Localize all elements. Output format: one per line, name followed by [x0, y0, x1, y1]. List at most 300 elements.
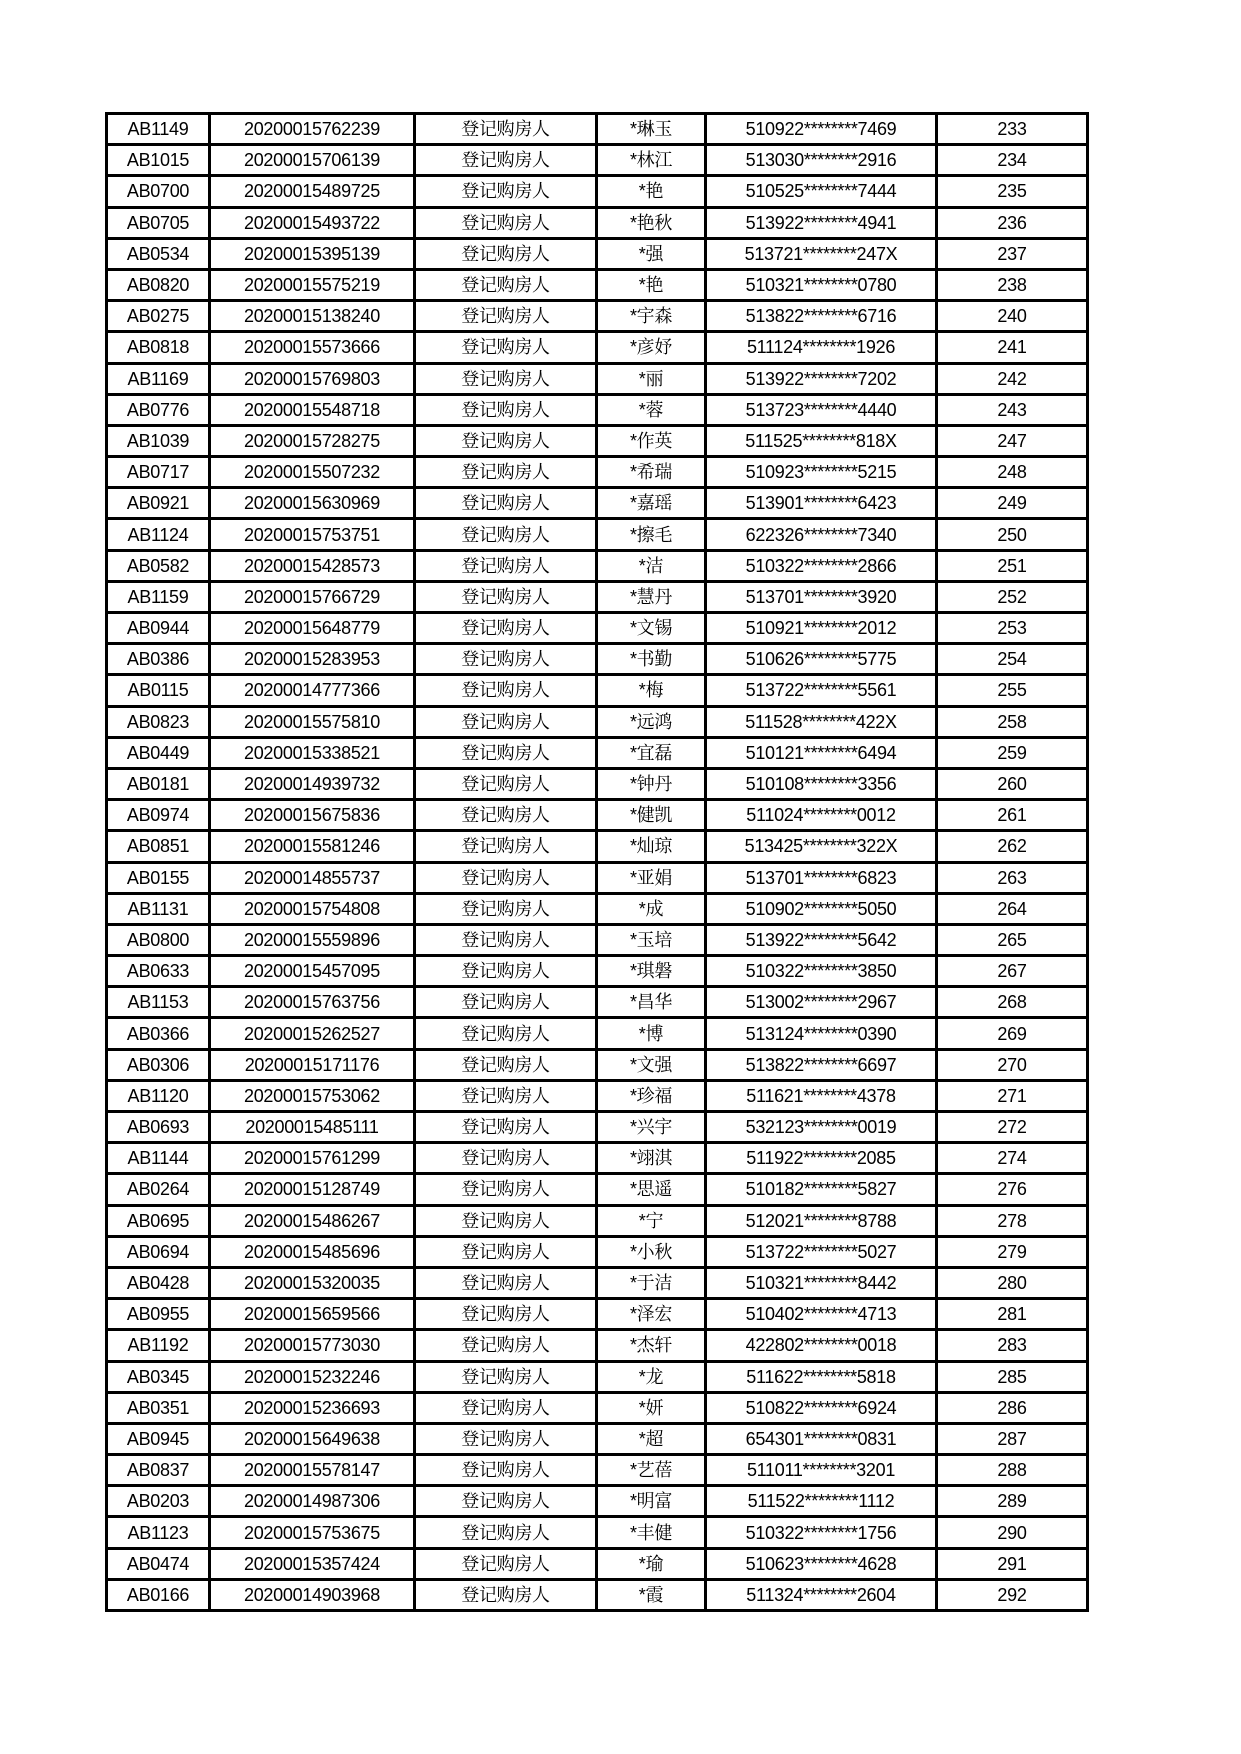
table-row — [107, 1517, 1088, 1548]
masked-name-cell: *妍 — [597, 1392, 706, 1423]
table-row — [107, 1080, 1088, 1111]
masked-name-cell: *灿琼 — [597, 831, 706, 862]
serial-number-cell: 20200015728275 — [210, 425, 415, 456]
masked-id-number-cell: 511922********2085 — [706, 1143, 937, 1174]
table-row — [107, 394, 1088, 425]
applicant-code-cell: AB1169 — [107, 363, 210, 394]
applicant-code-cell: AB0115 — [107, 675, 210, 706]
sequence-number-cell: 263 — [937, 862, 1088, 893]
registration-type-cell: 登记购房人 — [415, 176, 597, 207]
registration-type-cell: 登记购房人 — [415, 1361, 597, 1392]
table-row — [107, 207, 1088, 238]
table-row — [107, 425, 1088, 456]
applicant-code-cell: AB1120 — [107, 1080, 210, 1111]
masked-name-cell: *琳玉 — [597, 114, 706, 145]
sequence-number-cell: 247 — [937, 425, 1088, 456]
sequence-number-cell: 289 — [937, 1486, 1088, 1517]
table-row — [107, 675, 1088, 706]
applicant-code-cell: AB0264 — [107, 1174, 210, 1205]
masked-name-cell: *思遥 — [597, 1174, 706, 1205]
serial-number-cell: 20200015395139 — [210, 238, 415, 269]
registration-type-cell: 登记购房人 — [415, 1236, 597, 1267]
applicant-code-cell: AB1192 — [107, 1330, 210, 1361]
registration-type-cell: 登记购房人 — [415, 1299, 597, 1330]
table-row — [107, 301, 1088, 332]
serial-number-cell: 20200014855737 — [210, 862, 415, 893]
sequence-number-cell: 233 — [937, 114, 1088, 145]
serial-number-cell: 20200015706139 — [210, 145, 415, 176]
masked-id-number-cell: 510321********8442 — [706, 1267, 937, 1298]
serial-number-cell: 20200015507232 — [210, 457, 415, 488]
sequence-number-cell: 236 — [937, 207, 1088, 238]
sequence-number-cell: 238 — [937, 269, 1088, 300]
applicant-code-cell: AB0534 — [107, 238, 210, 269]
applicant-code-cell: AB0306 — [107, 1049, 210, 1080]
masked-name-cell: *昌华 — [597, 987, 706, 1018]
serial-number-cell: 20200015357424 — [210, 1548, 415, 1579]
applicant-code-cell: AB0166 — [107, 1579, 210, 1610]
registration-type-cell: 登记购房人 — [415, 831, 597, 862]
masked-id-number-cell: 510626********5775 — [706, 644, 937, 675]
masked-id-number-cell: 510921********2012 — [706, 613, 937, 644]
serial-number-cell: 20200015761299 — [210, 1143, 415, 1174]
sequence-number-cell: 288 — [937, 1455, 1088, 1486]
table-row — [107, 924, 1088, 955]
masked-id-number-cell: 510923********5215 — [706, 457, 937, 488]
table-row — [107, 1299, 1088, 1330]
registration-type-cell: 登记购房人 — [415, 1112, 597, 1143]
registration-type-cell: 登记购房人 — [415, 550, 597, 581]
masked-name-cell: *艳秋 — [597, 207, 706, 238]
serial-number-cell: 20200015320035 — [210, 1267, 415, 1298]
applicant-code-cell: AB0474 — [107, 1548, 210, 1579]
masked-id-number-cell: 510822********6924 — [706, 1392, 937, 1423]
registration-type-cell: 登记购房人 — [415, 893, 597, 924]
registration-type-cell: 登记购房人 — [415, 768, 597, 799]
table-row — [107, 457, 1088, 488]
masked-id-number-cell: 510321********0780 — [706, 269, 937, 300]
registration-type-cell: 登记购房人 — [415, 1392, 597, 1423]
applicant-code-cell: AB0275 — [107, 301, 210, 332]
serial-number-cell: 20200015493722 — [210, 207, 415, 238]
masked-name-cell: *书勤 — [597, 644, 706, 675]
sequence-number-cell: 254 — [937, 644, 1088, 675]
table-row — [107, 644, 1088, 675]
masked-name-cell: *梅 — [597, 675, 706, 706]
masked-id-number-cell: 513822********6716 — [706, 301, 937, 332]
table-row — [107, 1112, 1088, 1143]
serial-number-cell: 20200015559896 — [210, 924, 415, 955]
sequence-number-cell: 290 — [937, 1517, 1088, 1548]
sequence-number-cell: 271 — [937, 1080, 1088, 1111]
table-row — [107, 363, 1088, 394]
masked-id-number-cell: 510322********2866 — [706, 550, 937, 581]
table-row — [107, 613, 1088, 644]
serial-number-cell: 20200015763756 — [210, 987, 415, 1018]
table-row — [107, 269, 1088, 300]
serial-number-cell: 20200015236693 — [210, 1392, 415, 1423]
registration-type-cell: 登记购房人 — [415, 238, 597, 269]
applicant-code-cell: AB1159 — [107, 581, 210, 612]
masked-name-cell: *成 — [597, 893, 706, 924]
masked-name-cell: *丽 — [597, 363, 706, 394]
masked-name-cell: *博 — [597, 1018, 706, 1049]
registration-type-cell: 登记购房人 — [415, 737, 597, 768]
serial-number-cell: 20200015753675 — [210, 1517, 415, 1548]
table-row — [107, 581, 1088, 612]
sequence-number-cell: 240 — [937, 301, 1088, 332]
sequence-number-cell: 250 — [937, 519, 1088, 550]
registration-type-cell: 登记购房人 — [415, 1517, 597, 1548]
serial-number-cell: 20200015766729 — [210, 581, 415, 612]
masked-id-number-cell: 511011********3201 — [706, 1455, 937, 1486]
applicant-code-cell: AB0351 — [107, 1392, 210, 1423]
masked-id-number-cell: 513722********5027 — [706, 1236, 937, 1267]
masked-name-cell: *艳 — [597, 176, 706, 207]
sequence-number-cell: 270 — [937, 1049, 1088, 1080]
masked-name-cell: *超 — [597, 1423, 706, 1454]
applicant-code-cell: AB0694 — [107, 1236, 210, 1267]
registration-type-cell: 登记购房人 — [415, 987, 597, 1018]
sequence-number-cell: 243 — [937, 394, 1088, 425]
masked-id-number-cell: 513425********322X — [706, 831, 937, 862]
serial-number-cell: 20200015486267 — [210, 1205, 415, 1236]
table-row — [107, 238, 1088, 269]
sequence-number-cell: 279 — [937, 1236, 1088, 1267]
registration-type-cell: 登记购房人 — [415, 488, 597, 519]
table-row — [107, 956, 1088, 987]
registration-type-cell: 登记购房人 — [415, 706, 597, 737]
registration-type-cell: 登记购房人 — [415, 613, 597, 644]
sequence-number-cell: 261 — [937, 800, 1088, 831]
masked-name-cell: *亚娟 — [597, 862, 706, 893]
table-row — [107, 332, 1088, 363]
masked-id-number-cell: 513922********4941 — [706, 207, 937, 238]
applicant-code-cell: AB0955 — [107, 1299, 210, 1330]
masked-id-number-cell: 513822********6697 — [706, 1049, 937, 1080]
sequence-number-cell: 268 — [937, 987, 1088, 1018]
table-row — [107, 488, 1088, 519]
masked-name-cell: *宇森 — [597, 301, 706, 332]
masked-name-cell: *擦毛 — [597, 519, 706, 550]
registration-type-cell: 登记购房人 — [415, 1143, 597, 1174]
applicant-code-cell: AB0695 — [107, 1205, 210, 1236]
masked-name-cell: *文强 — [597, 1049, 706, 1080]
sequence-number-cell: 237 — [937, 238, 1088, 269]
table-row — [107, 1423, 1088, 1454]
sequence-number-cell: 255 — [937, 675, 1088, 706]
table-row — [107, 1392, 1088, 1423]
registration-type-cell: 登记购房人 — [415, 114, 597, 145]
masked-name-cell: *艺蓓 — [597, 1455, 706, 1486]
applicant-code-cell: AB1124 — [107, 519, 210, 550]
sequence-number-cell: 234 — [937, 145, 1088, 176]
registration-type-cell: 登记购房人 — [415, 1486, 597, 1517]
table-row — [107, 987, 1088, 1018]
sequence-number-cell: 253 — [937, 613, 1088, 644]
sequence-number-cell: 264 — [937, 893, 1088, 924]
masked-name-cell: *慧丹 — [597, 581, 706, 612]
sequence-number-cell: 248 — [937, 457, 1088, 488]
table-row — [107, 800, 1088, 831]
serial-number-cell: 20200015630969 — [210, 488, 415, 519]
registration-type-cell: 登记购房人 — [415, 1579, 597, 1610]
serial-number-cell: 20200015578147 — [210, 1455, 415, 1486]
serial-number-cell: 20200015769803 — [210, 363, 415, 394]
serial-number-cell: 20200015649638 — [210, 1423, 415, 1454]
applicant-code-cell: AB0345 — [107, 1361, 210, 1392]
applicant-code-cell: AB0944 — [107, 613, 210, 644]
masked-name-cell: *瑜 — [597, 1548, 706, 1579]
applicant-code-cell: AB0820 — [107, 269, 210, 300]
applicant-code-cell: AB0633 — [107, 956, 210, 987]
masked-id-number-cell: 513901********6423 — [706, 488, 937, 519]
applicant-code-cell: AB0181 — [107, 768, 210, 799]
table-row — [107, 1174, 1088, 1205]
applicant-code-cell: AB1144 — [107, 1143, 210, 1174]
serial-number-cell: 20200015138240 — [210, 301, 415, 332]
registration-type-cell: 登记购房人 — [415, 332, 597, 363]
masked-name-cell: *翊淇 — [597, 1143, 706, 1174]
table-row — [107, 1143, 1088, 1174]
masked-name-cell: *宜磊 — [597, 737, 706, 768]
serial-number-cell: 20200015754808 — [210, 893, 415, 924]
applicant-code-cell: AB1015 — [107, 145, 210, 176]
sequence-number-cell: 280 — [937, 1267, 1088, 1298]
sequence-number-cell: 278 — [937, 1205, 1088, 1236]
sequence-number-cell: 274 — [937, 1143, 1088, 1174]
masked-name-cell: *宁 — [597, 1205, 706, 1236]
masked-id-number-cell: 510525********7444 — [706, 176, 937, 207]
table-row — [107, 768, 1088, 799]
sequence-number-cell: 283 — [937, 1330, 1088, 1361]
sequence-number-cell: 249 — [937, 488, 1088, 519]
masked-id-number-cell: 511124********1926 — [706, 332, 937, 363]
masked-name-cell: *琪磐 — [597, 956, 706, 987]
applicant-code-cell: AB0823 — [107, 706, 210, 737]
serial-number-cell: 20200015262527 — [210, 1018, 415, 1049]
registration-type-cell: 登记购房人 — [415, 1455, 597, 1486]
applicant-code-cell: AB0203 — [107, 1486, 210, 1517]
masked-id-number-cell: 513030********2916 — [706, 145, 937, 176]
applicant-code-cell: AB1153 — [107, 987, 210, 1018]
serial-number-cell: 20200015171176 — [210, 1049, 415, 1080]
table-body — [107, 114, 1088, 1611]
masked-name-cell: *龙 — [597, 1361, 706, 1392]
masked-id-number-cell: 510623********4628 — [706, 1548, 937, 1579]
table-row — [107, 862, 1088, 893]
sequence-number-cell: 265 — [937, 924, 1088, 955]
serial-number-cell: 20200015428573 — [210, 550, 415, 581]
masked-name-cell: *作英 — [597, 425, 706, 456]
serial-number-cell: 20200015283953 — [210, 644, 415, 675]
applicant-code-cell: AB0386 — [107, 644, 210, 675]
buyer-registration-table — [105, 112, 1089, 1612]
masked-id-number-cell: 654301********0831 — [706, 1423, 937, 1454]
masked-id-number-cell: 511621********4378 — [706, 1080, 937, 1111]
table-row — [107, 1018, 1088, 1049]
masked-id-number-cell: 510121********6494 — [706, 737, 937, 768]
masked-name-cell: *明富 — [597, 1486, 706, 1517]
registration-type-cell: 登记购房人 — [415, 862, 597, 893]
sequence-number-cell: 287 — [937, 1423, 1088, 1454]
masked-id-number-cell: 510402********4713 — [706, 1299, 937, 1330]
registration-type-cell: 登记购房人 — [415, 800, 597, 831]
registration-type-cell: 登记购房人 — [415, 924, 597, 955]
serial-number-cell: 20200015575219 — [210, 269, 415, 300]
masked-id-number-cell: 511522********1112 — [706, 1486, 937, 1517]
table-row — [107, 1361, 1088, 1392]
table-row — [107, 1579, 1088, 1610]
registration-type-cell: 登记购房人 — [415, 1548, 597, 1579]
sequence-number-cell: 258 — [937, 706, 1088, 737]
masked-name-cell: *艳 — [597, 269, 706, 300]
applicant-code-cell: AB0428 — [107, 1267, 210, 1298]
applicant-code-cell: AB0921 — [107, 488, 210, 519]
sequence-number-cell: 285 — [937, 1361, 1088, 1392]
masked-id-number-cell: 510902********5050 — [706, 893, 937, 924]
table-row — [107, 1267, 1088, 1298]
serial-number-cell: 20200014987306 — [210, 1486, 415, 1517]
registration-type-cell: 登记购房人 — [415, 457, 597, 488]
masked-id-number-cell: 513723********4440 — [706, 394, 937, 425]
registration-type-cell: 登记购房人 — [415, 644, 597, 675]
table-row — [107, 1486, 1088, 1517]
table-row — [107, 1548, 1088, 1579]
registration-type-cell: 登记购房人 — [415, 145, 597, 176]
applicant-code-cell: AB0155 — [107, 862, 210, 893]
serial-number-cell: 20200015753751 — [210, 519, 415, 550]
masked-name-cell: *希瑞 — [597, 457, 706, 488]
table-row — [107, 550, 1088, 581]
serial-number-cell: 20200015548718 — [210, 394, 415, 425]
table-row — [107, 114, 1088, 145]
serial-number-cell: 20200015675836 — [210, 800, 415, 831]
applicant-code-cell: AB0800 — [107, 924, 210, 955]
serial-number-cell: 20200014777366 — [210, 675, 415, 706]
applicant-code-cell: AB0700 — [107, 176, 210, 207]
sequence-number-cell: 267 — [937, 956, 1088, 987]
table-row — [107, 737, 1088, 768]
serial-number-cell: 20200015762239 — [210, 114, 415, 145]
applicant-code-cell: AB0837 — [107, 1455, 210, 1486]
table-row — [107, 176, 1088, 207]
applicant-code-cell: AB0705 — [107, 207, 210, 238]
sequence-number-cell: 269 — [937, 1018, 1088, 1049]
table-row — [107, 1330, 1088, 1361]
table-row — [107, 1455, 1088, 1486]
masked-id-number-cell: 513722********5561 — [706, 675, 937, 706]
masked-id-number-cell: 510922********7469 — [706, 114, 937, 145]
registration-type-cell: 登记购房人 — [415, 1267, 597, 1298]
registration-type-cell: 登记购房人 — [415, 1080, 597, 1111]
sequence-number-cell: 252 — [937, 581, 1088, 612]
registration-type-cell: 登记购房人 — [415, 207, 597, 238]
registration-type-cell: 登记购房人 — [415, 1049, 597, 1080]
serial-number-cell: 20200015581246 — [210, 831, 415, 862]
applicant-code-cell: AB1131 — [107, 893, 210, 924]
masked-id-number-cell: 510108********3356 — [706, 768, 937, 799]
registration-type-cell: 登记购房人 — [415, 394, 597, 425]
masked-id-number-cell: 513124********0390 — [706, 1018, 937, 1049]
serial-number-cell: 20200014903968 — [210, 1579, 415, 1610]
masked-name-cell: *强 — [597, 238, 706, 269]
sequence-number-cell: 272 — [937, 1112, 1088, 1143]
applicant-code-cell: AB0945 — [107, 1423, 210, 1454]
serial-number-cell: 20200014939732 — [210, 768, 415, 799]
serial-number-cell: 20200015232246 — [210, 1361, 415, 1392]
masked-id-number-cell: 511622********5818 — [706, 1361, 937, 1392]
masked-id-number-cell: 513701********6823 — [706, 862, 937, 893]
serial-number-cell: 20200015457095 — [210, 956, 415, 987]
masked-id-number-cell: 422802********0018 — [706, 1330, 937, 1361]
masked-id-number-cell: 513922********7202 — [706, 363, 937, 394]
masked-name-cell: *嘉瑶 — [597, 488, 706, 519]
applicant-code-cell: AB1039 — [107, 425, 210, 456]
table-row — [107, 519, 1088, 550]
serial-number-cell: 20200015773030 — [210, 1330, 415, 1361]
masked-name-cell: *健凯 — [597, 800, 706, 831]
sequence-number-cell: 235 — [937, 176, 1088, 207]
serial-number-cell: 20200015485111 — [210, 1112, 415, 1143]
table-row — [107, 1205, 1088, 1236]
masked-id-number-cell: 513721********247X — [706, 238, 937, 269]
masked-name-cell: *珍福 — [597, 1080, 706, 1111]
masked-id-number-cell: 513701********3920 — [706, 581, 937, 612]
masked-name-cell: *泽宏 — [597, 1299, 706, 1330]
sequence-number-cell: 286 — [937, 1392, 1088, 1423]
masked-id-number-cell: 510322********1756 — [706, 1517, 937, 1548]
sequence-number-cell: 291 — [937, 1548, 1088, 1579]
table-row — [107, 893, 1088, 924]
applicant-code-cell: AB1123 — [107, 1517, 210, 1548]
masked-id-number-cell: 511324********2604 — [706, 1579, 937, 1610]
sequence-number-cell: 259 — [937, 737, 1088, 768]
registration-type-cell: 登记购房人 — [415, 1205, 597, 1236]
registration-type-cell: 登记购房人 — [415, 519, 597, 550]
masked-id-number-cell: 510322********3850 — [706, 956, 937, 987]
sequence-number-cell: 262 — [937, 831, 1088, 862]
applicant-code-cell: AB0366 — [107, 1018, 210, 1049]
applicant-code-cell: AB1149 — [107, 114, 210, 145]
registration-type-cell: 登记购房人 — [415, 1018, 597, 1049]
sequence-number-cell: 241 — [937, 332, 1088, 363]
table-row — [107, 1236, 1088, 1267]
sequence-number-cell: 260 — [937, 768, 1088, 799]
sequence-number-cell: 251 — [937, 550, 1088, 581]
masked-name-cell: *文锡 — [597, 613, 706, 644]
serial-number-cell: 20200015338521 — [210, 737, 415, 768]
masked-id-number-cell: 510182********5827 — [706, 1174, 937, 1205]
masked-name-cell: *兴宇 — [597, 1112, 706, 1143]
masked-id-number-cell: 513922********5642 — [706, 924, 937, 955]
serial-number-cell: 20200015753062 — [210, 1080, 415, 1111]
applicant-code-cell: AB0717 — [107, 457, 210, 488]
serial-number-cell: 20200015575810 — [210, 706, 415, 737]
masked-id-number-cell: 512021********8788 — [706, 1205, 937, 1236]
serial-number-cell: 20200015573666 — [210, 332, 415, 363]
masked-name-cell: *林江 — [597, 145, 706, 176]
table-row — [107, 145, 1088, 176]
applicant-code-cell: AB0776 — [107, 394, 210, 425]
registration-type-cell: 登记购房人 — [415, 1330, 597, 1361]
registration-type-cell: 登记购房人 — [415, 363, 597, 394]
masked-name-cell: *远鸿 — [597, 706, 706, 737]
applicant-code-cell: AB0693 — [107, 1112, 210, 1143]
masked-name-cell: *蓉 — [597, 394, 706, 425]
table-row — [107, 1049, 1088, 1080]
registration-type-cell: 登记购房人 — [415, 581, 597, 612]
